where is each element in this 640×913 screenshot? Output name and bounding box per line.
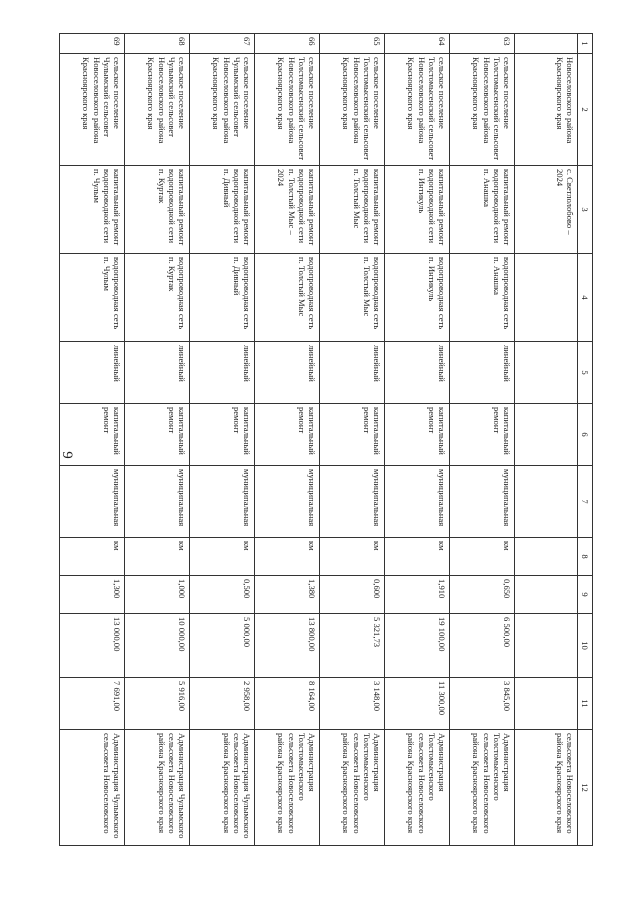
table-cell-n: 63 (449, 34, 514, 54)
col-header: 5 (577, 342, 592, 404)
table-cell-owner: муниципальная (449, 466, 514, 538)
table-cell-name: капитальный ремонт водопроводной сети п. Дивный (189, 166, 254, 254)
table-cell-type: линейный (319, 342, 384, 404)
table-cell-n: 66 (254, 34, 319, 54)
table-row (319, 34, 384, 846)
table-cell-length: 0,500 (189, 576, 254, 614)
table-cell-name: капитальный ремонт водопроводной сети п. Куртак (124, 166, 189, 254)
col-header: 11 (577, 678, 592, 730)
table-cell: с. Светлолобово – 2024 (514, 166, 577, 254)
table-cell-object: водопроводная сеть п. Дивный (189, 254, 254, 342)
col-header: 10 (577, 614, 592, 678)
col-header: 8 (577, 538, 592, 576)
table-cell-municipality: сельское поселение Толстомысенский сельсовет Новоселовского района Красноярского края (254, 54, 319, 166)
col-header: 3 (577, 166, 592, 254)
table-cell-amount: 3 845,00 (449, 678, 514, 730)
col-header: 12 (577, 730, 592, 846)
table-cell-name: капитальный ремонт водопроводной сети п. Чулым (59, 166, 124, 254)
table-cell-owner: муниципальная (124, 466, 189, 538)
table-cell-owner: муниципальная (59, 466, 124, 538)
table-cell-owner: муниципальная (254, 466, 319, 538)
table-cell-name: капитальный ремонт водопроводной сети п. Толстый Мыс (319, 166, 384, 254)
table-row (189, 34, 254, 846)
table-cell-type: линейный (124, 342, 189, 404)
table-cell-object: водопроводная сеть п. Куртак (124, 254, 189, 342)
table-cell-municipality: сельское поселение Чулымский сельсовет Новоселовского района Красноярского края (59, 54, 124, 166)
water-network-table (59, 33, 593, 846)
table-cell-owner: муниципальная (189, 466, 254, 538)
table-cell-type: линейный (384, 342, 449, 404)
table-cell-length: 0,650 (449, 576, 514, 614)
col-header: 4 (577, 254, 592, 342)
column-number-row (577, 34, 592, 846)
table-cell-object: водопроводная сеть п. Интикуль (384, 254, 449, 342)
col-header: 9 (577, 576, 592, 614)
table-cell-name: капитальный ремонт водопроводной сети п. Толстый Мыс – 2024 (254, 166, 319, 254)
table-row (59, 34, 124, 846)
table-cell-owner: муниципальная (384, 466, 449, 538)
rotated-table-wrapper (79, 33, 593, 845)
col-header: 6 (577, 404, 592, 466)
table-cell-amount: 8 164,00 (254, 678, 319, 730)
table-cell-unit: км (59, 538, 124, 576)
continuation-row (514, 34, 577, 846)
table-cell-customer: Администрация Чулымского сельсовета Новоселовского района Красноярского края (124, 730, 189, 846)
table-cell-unit: км (449, 538, 514, 576)
col-header: 7 (577, 466, 592, 538)
table-cell-amount: 7 691,00 (59, 678, 124, 730)
table-cell (514, 678, 577, 730)
table-cell-customer: Администрация Толстомысенского сельсовета Новоселовского района Красноярского края (319, 730, 384, 846)
table-cell-length: 1,910 (384, 576, 449, 614)
table-cell-cost: 19 100,00 (384, 614, 449, 678)
table-cell-cost: 13 800,00 (254, 614, 319, 678)
table-cell-work: капитальный ремонт (319, 404, 384, 466)
table-cell-object: водопроводная сеть п. Анашка (449, 254, 514, 342)
table-cell-municipality: сельское поселение Чулымский сельсовет Новоселовского района Красноярского края (189, 54, 254, 166)
table-cell-object: водопроводная сеть п. Чулым (59, 254, 124, 342)
table-cell (514, 466, 577, 538)
table-row (124, 34, 189, 846)
table-cell (514, 614, 577, 678)
table-cell-work: капитальный ремонт (449, 404, 514, 466)
table-cell-type: линейный (189, 342, 254, 404)
table-cell-work: капитальный ремонт (59, 404, 124, 466)
table-cell (514, 576, 577, 614)
table-cell-customer: Администрация Толстомысенского сельсовета Новоселовского района Красноярского края (384, 730, 449, 846)
table-cell-owner: муниципальная (319, 466, 384, 538)
table-cell-amount: 11 300,00 (384, 678, 449, 730)
page-number: 9 (59, 451, 76, 459)
table-cell-municipality: сельское поселение Толстомысенский сельсовет Новоселовского района Красноярского края (449, 54, 514, 166)
table-cell-municipality: сельское поселение Толстомысенский сельсовет Новоселовского района Красноярского края (384, 54, 449, 166)
table-cell-cost: 5 000,00 (189, 614, 254, 678)
table-cell-name: капитальный ремонт водопроводной сети п. Интикуль (384, 166, 449, 254)
table-cell-object: водопроводная сеть п. Толстый Мыс (319, 254, 384, 342)
table-cell (514, 34, 577, 54)
table-cell (514, 342, 577, 404)
table-cell-customer: Администрация Толстомысенского сельсовета Новоселовского района Красноярского края (449, 730, 514, 846)
table-cell (514, 254, 577, 342)
table-cell-n: 64 (384, 34, 449, 54)
table-cell-length: 1,000 (124, 576, 189, 614)
table-cell-n: 68 (124, 34, 189, 54)
table-cell-customer: Администрация Чулымского сельсовета Новоселовского (59, 730, 124, 846)
table-cell-work: капитальный ремонт (124, 404, 189, 466)
table-cell-customer: Администрация Толстомысенского сельсовета Новоселовского района Красноярского края (254, 730, 319, 846)
table-cell: Новоселовского района Красноярского края (514, 54, 577, 166)
table-cell (514, 404, 577, 466)
table-cell-cost: 6 500,00 (449, 614, 514, 678)
table-cell-n: 69 (59, 34, 124, 54)
table-cell-work: капитальный ремонт (189, 404, 254, 466)
col-header: 2 (577, 54, 592, 166)
table-cell-length: 1,300 (59, 576, 124, 614)
col-header: 1 (577, 34, 592, 54)
table-cell-unit: км (124, 538, 189, 576)
table-cell-cost: 10 000,00 (124, 614, 189, 678)
table-cell-amount: 5 916,00 (124, 678, 189, 730)
table-cell-n: 67 (189, 34, 254, 54)
table-cell-customer: Администрация Чулымского сельсовета Новоселовского района Красноярского края (189, 730, 254, 846)
table-cell-municipality: сельское поселение Чулымский сельсовет Новоселовского района Красноярского края (124, 54, 189, 166)
table-row (254, 34, 319, 846)
table-cell-type: линейный (449, 342, 514, 404)
table-cell-cost: 5 321,73 (319, 614, 384, 678)
table-cell-type: линейный (59, 342, 124, 404)
table-row (384, 34, 449, 846)
table-cell-unit: км (384, 538, 449, 576)
table-cell: сельсовета Новоселовского района Красноярского края (514, 730, 577, 846)
table-cell-unit: км (319, 538, 384, 576)
table-cell-length: 0,600 (319, 576, 384, 614)
table-cell-work: капитальный ремонт (254, 404, 319, 466)
table-cell (514, 538, 577, 576)
table-cell-municipality: сельское поселение Толстомысенский сельсовет Новоселовского района Красноярского края (319, 54, 384, 166)
table-row (449, 34, 514, 846)
table-cell-type: линейный (254, 342, 319, 404)
table-cell-cost: 13 000,00 (59, 614, 124, 678)
table-cell-amount: 3 148,00 (319, 678, 384, 730)
table-cell-length: 1,380 (254, 576, 319, 614)
table-cell-unit: км (189, 538, 254, 576)
table-cell-name: капитальный ремонт водопроводной сети п. Анашка (449, 166, 514, 254)
table-cell-work: капитальный ремонт (384, 404, 449, 466)
table-cell-n: 65 (319, 34, 384, 54)
table-cell-unit: км (254, 538, 319, 576)
table-cell-object: водопроводная сеть п. Толстый Мыс (254, 254, 319, 342)
table-cell-amount: 2 958,00 (189, 678, 254, 730)
